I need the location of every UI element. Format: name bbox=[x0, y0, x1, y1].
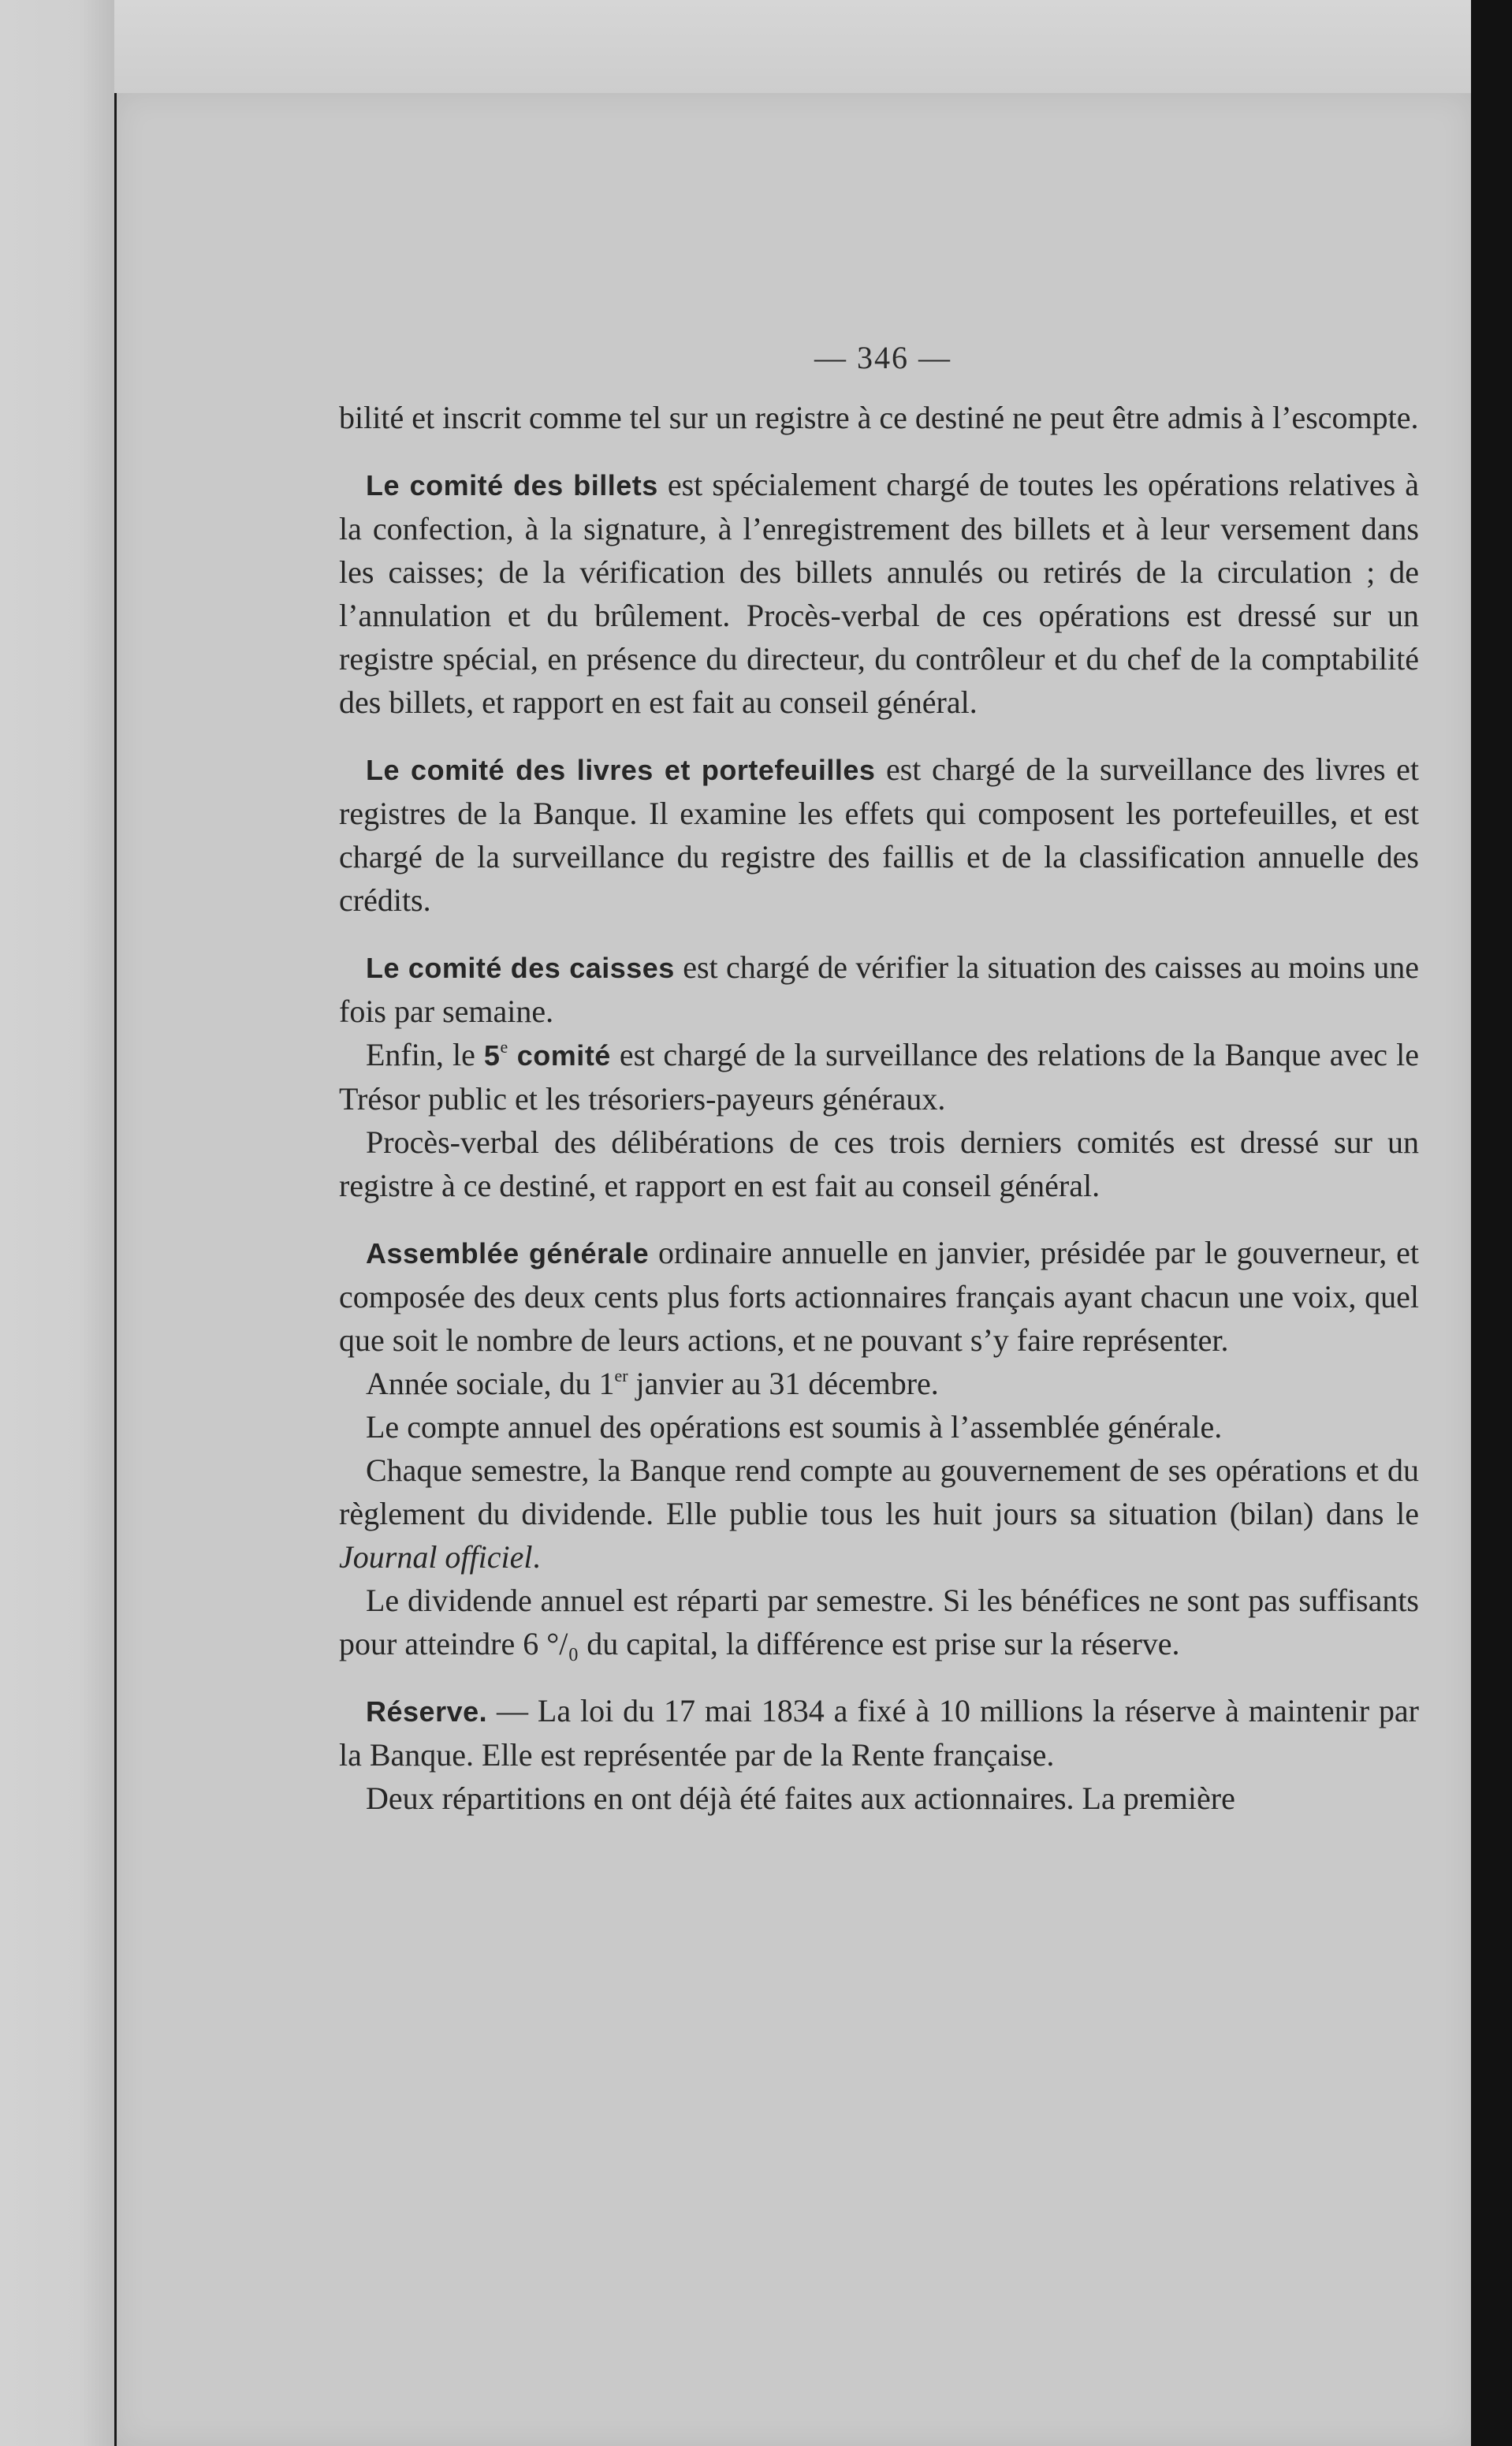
paragraph-cinquieme-comite bbox=[339, 1033, 1419, 1120]
paragraph-comite-billets bbox=[339, 463, 1419, 724]
paragraph-comite-caisses bbox=[339, 945, 1419, 1033]
paragraph-compte-annuel bbox=[339, 1405, 1419, 1449]
paragraph-heading: Le comité des caisses bbox=[366, 952, 675, 984]
paragraph-assemblee-generale bbox=[339, 1231, 1419, 1362]
paragraph-heading: comité bbox=[508, 1039, 611, 1072]
ordinal-superscript: er bbox=[614, 1365, 628, 1385]
paragraph-annee-sociale bbox=[339, 1362, 1419, 1405]
paragraph-text: ordinaire annuelle en janvier, présidée par le gouverneur, et composée des deux cents plus forts actionnaires français ayant chacun une voix, quel que soit le nombre de leurs actions, et ne pouvant s’y faire représenter. bbox=[339, 1235, 1420, 1358]
paragraph-heading: Assemblée générale bbox=[366, 1237, 650, 1270]
paragraph-prefix: Enfin, le bbox=[366, 1037, 484, 1072]
paragraph-text: est chargé de vérifier la situation des caisses au moins une fois par semaine. bbox=[339, 949, 1420, 1029]
paragraph-text: Le compte annuel des opérations est soumis à l’assemblée générale. bbox=[366, 1409, 1223, 1445]
paragraph-comite-livres bbox=[339, 748, 1419, 922]
paragraph-repartitions bbox=[339, 1777, 1419, 1820]
scan-background-top bbox=[0, 0, 1512, 93]
paragraph-proces-verbal bbox=[339, 1120, 1419, 1207]
paragraph-text: est chargé de la surveillance des relations de la Banque avec le Trésor public et les trésoriers-payeurs généraux. bbox=[339, 1037, 1419, 1117]
page-number: — 346 — bbox=[814, 340, 952, 375]
paragraph-continuation bbox=[339, 396, 1419, 439]
paragraph-text: bilité et inscrit comme tel sur un registre à ce destiné ne peut être admis à l’escompte. bbox=[339, 400, 1419, 435]
paragraph-chaque-semestre bbox=[339, 1449, 1419, 1579]
journal-title: Journal officiel bbox=[339, 1539, 533, 1575]
paragraph-heading: Le comité des livres et portefeuilles bbox=[366, 754, 876, 786]
paragraph-text: janvier au 31 décembre. bbox=[628, 1366, 939, 1401]
paragraph-text: est chargé de la surveillance des livres et registres de la Banque. Il examine les effets qui composent les portefeuilles, et est chargé de la surveillance du registre des faillis et de la classification annuelle des crédits. bbox=[339, 751, 1419, 918]
ordinal-superscript: e bbox=[500, 1036, 508, 1057]
paragraph-heading: Le comité des billets bbox=[366, 469, 658, 502]
paragraph-reserve bbox=[339, 1689, 1419, 1777]
paragraph-text: Le dividende annuel est réparti par semestre. Si les bénéfices ne sont pas suffisants pour atteindre 6 °/₀ du capital, la différence est prise sur la réserve. bbox=[339, 1583, 1419, 1661]
paragraph-text: Procès-verbal des délibérations de ces trois derniers comités est dressé sur un registre à ce destiné, et rapport en est fait au conseil général. bbox=[339, 1124, 1419, 1203]
paragraph-dividende bbox=[339, 1579, 1419, 1665]
scan-background-right bbox=[1471, 0, 1512, 2446]
paragraph-heading-number: 5 bbox=[483, 1039, 501, 1072]
paragraph-suffix: . bbox=[532, 1539, 541, 1575]
paragraph-text: Deux répartitions en ont déjà été faites aux actionnaires. La première bbox=[366, 1780, 1235, 1816]
scan-background-left bbox=[0, 0, 114, 2446]
paragraph-text: est spécialement chargé de toutes les opérations relatives à la confection, à la signature, à l’enregistrement des billets et à leur versement dans les caisses; de la vérification des billets annulés ou retirés de la circulation ; de l’annulation et du brûlement. Procès-verbal de ces opérations est dressé sur un registre spécial, en présence du directeur, du contrôleur et du chef de la comptabilité des billets, et rapport en est fait au conseil général. bbox=[339, 467, 1419, 720]
page-text bbox=[339, 396, 1419, 1820]
paragraph-text: — La loi du 17 mai 1834 a fixé à 10 millions la réserve à maintenir par la Banque. Elle est représentée par de la Rente française. bbox=[339, 1693, 1419, 1773]
paragraph-heading: Réserve. bbox=[366, 1695, 488, 1728]
paragraph-text: Chaque semestre, la Banque rend compte au gouvernement de ses opérations et du règlement du dividende. Elle publie tous les huit jours sa situation (bilan) dans le bbox=[339, 1452, 1419, 1531]
paragraph-prefix: Année sociale, du 1 bbox=[366, 1366, 615, 1401]
